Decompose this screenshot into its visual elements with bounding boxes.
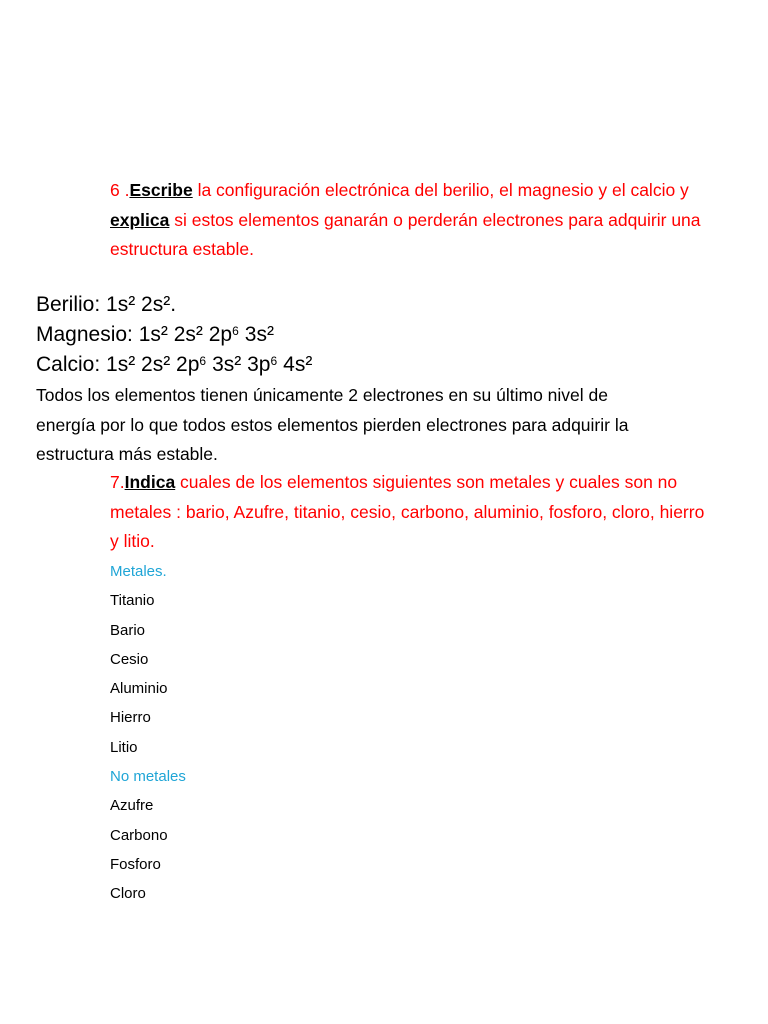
answer-6: Todos los elementos tienen únicamente 2 electrones en su último nivel de energía por lo que todos estos elementos pierden electrones para adquirir la estructura más estable. xyxy=(36,385,629,464)
question-7-text: cuales de los elementos siguientes son metales y cuales son no metales : bario, Azufre, titanio, cesio, carbono, aluminio, fosforo, cloro, hierro y litio. xyxy=(110,472,705,551)
config-calcio-suffix: 4s² xyxy=(283,353,313,376)
config-calcio-superscript-2: 6 xyxy=(270,354,278,368)
electron-configurations xyxy=(36,290,736,380)
config-magnesio-prefix: Magnesio: 1s² 2s² 2p xyxy=(36,323,233,346)
list-item-metal: Hierro xyxy=(110,709,151,727)
config-berilio xyxy=(36,290,736,320)
config-magnesio-superscript: 6 xyxy=(232,324,239,338)
question-6-number: 6 . xyxy=(110,180,130,200)
config-calcio-prefix: Calcio: 1s² 2s² 2p xyxy=(36,353,200,376)
question-6-text-part2: si estos elementos ganarán o perderán electrones para adquirir una estructura estable. xyxy=(110,209,701,259)
element-lists xyxy=(110,561,510,913)
config-magnesio xyxy=(36,320,736,350)
config-calcio xyxy=(36,350,736,380)
question-6-text-part1: la configuración electrónica del berilio, el magnesio y el calcio y xyxy=(192,180,689,200)
no-metales-heading: No metales xyxy=(110,768,186,786)
list-item-metal: Aluminio xyxy=(110,680,168,698)
list-item-no-metal: Carbono xyxy=(110,826,168,844)
list-item-metal: Litio xyxy=(110,738,138,756)
config-magnesio-suffix: 3s² xyxy=(244,323,274,346)
metales-heading: Metales. xyxy=(110,563,167,580)
list-item-metal: Titanio xyxy=(110,592,155,610)
config-berilio-text: Berilio: 1s² 2s². xyxy=(36,293,177,316)
question-6-verb-escribe: Escribe xyxy=(129,180,193,200)
config-calcio-middle: 3s² 3p xyxy=(212,353,271,376)
question-7-number: 7. xyxy=(110,472,125,492)
list-item-no-metal: Fosforo xyxy=(110,855,161,873)
list-item-metal: Cesio xyxy=(110,650,149,668)
question-7-verb-indica: Indica xyxy=(124,472,176,492)
list-item-no-metal: Cloro xyxy=(110,885,146,903)
config-calcio-superscript-1: 6 xyxy=(199,354,207,368)
question-6 xyxy=(110,176,710,265)
question-6-verb-explica: explica xyxy=(110,209,170,230)
question-7 xyxy=(110,468,710,557)
list-item-no-metal: Azufre xyxy=(110,797,154,815)
list-item-metal: Bario xyxy=(110,621,146,639)
